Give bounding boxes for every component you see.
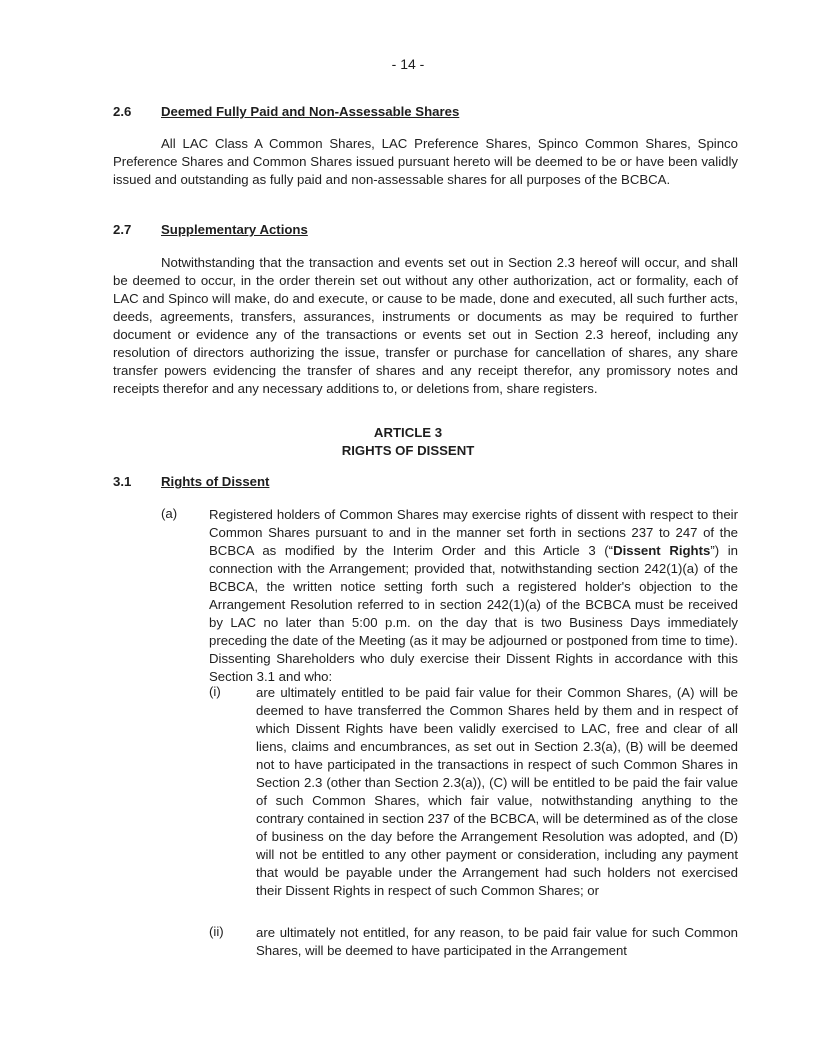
section-number: 2.6	[113, 104, 132, 119]
item-a-text-after: ”) in connection with the Arrangement; provided that, notwithstanding section 242(1)(a) of the BCBCA, the written notice setting forth such a registered holder's objection to the Arrangement Resolution referred to in section 242(1)(a) of the BCBCA must be received by LAC no later than 5:00 p.m. on the day that is two Business Days immediately preceding the date of the Meeting (as it may be adjourned or postponed from time to time). Dissenting Shareholders who duly exercise their Dissent Rights in accordance with this Section 3.1 and who:	[209, 543, 739, 684]
section-title: Rights of Dissent	[161, 474, 270, 489]
item-a-body	[209, 506, 738, 686]
defined-term-dissent-rights: Dissent Rights	[613, 543, 711, 558]
item-label-ii: (ii)	[209, 924, 224, 939]
item-label-i: (i)	[209, 684, 221, 699]
section-number: 3.1	[113, 474, 132, 489]
page-number: - 14 -	[391, 56, 425, 72]
article-heading	[0, 424, 816, 460]
article-title: RIGHTS OF DISSENT	[341, 443, 475, 458]
section-2-6-body: All LAC Class A Common Shares, LAC Preference Shares, Spinco Common Shares, Spinco Preference Shares and Common Shares issued pursuant hereto will be deemed to be or have been validly issued and outstanding as fully paid and non-assessable shares for all purposes of the BCBCA.	[113, 136, 738, 187]
section-2-7-body: Notwithstanding that the transaction and events set out in Section 2.3 hereof will occur, and shall be deemed to occur, in the order therein set out without any other authorization, act or formality, each of LAC and Spinco will make, do and execute, or cause to be made, done and executed, all such further acts, deeds, agreements, transfers, assurances, instruments or documents as may be required to further document or evidence any of the transactions or events set out in Section 2.3 hereof, including any resolution of directors authorizing the issue, transfer or purchase for cancellation of shares, any share transfer powers evidencing the transfer of shares and any receipt therefor, any promissory notes and receipts therefor and any necessary additions to, or deletions from, share registers.	[113, 255, 738, 396]
article-number: ARTICLE 3	[373, 425, 443, 440]
section-title: Supplementary Actions	[161, 222, 308, 237]
item-i-body: are ultimately entitled to be paid fair value for their Common Shares, (A) will be deemed to have transferred the Common Shares held by them and in respect of which Dissent Rights have been validly exercised to LAC, free and clear of all liens, claims and encumbrances, as set out in Section 2.3(a), (B) will be deemed not to have participated in the transactions in respect of such Common Shares in Section 2.3 (other than Section 2.3(a)), (C) will be entitled to be paid the fair value of such Common Shares, which fair value, notwithstanding anything to the contrary contained in section 237 of the BCBCA, will be determined as of the close of business on the day before the Arrangement Resolution was adopted, and (D) will not be entitled to any other payment or consideration, including any payment that would be payable under the Arrangement had such holders not exercised their Dissent Rights in respect of such Common Shares; or	[256, 685, 738, 898]
item-label-a: (a)	[161, 506, 178, 521]
item-ii-body: are ultimately not entitled, for any reason, to be paid fair value for such Common Shares, will be deemed to have participated in the Arrangement	[256, 925, 738, 958]
section-title: Deemed Fully Paid and Non-Assessable Shares	[161, 104, 460, 119]
item-a-text-before: Registered holders of Common Shares may exercise rights of dissent with respect to their Common Shares pursuant to and in the manner set forth in sections 237 to 247 of the BCBCA as modified by the Interim Order and this Article 3 (“	[209, 507, 738, 558]
section-number: 2.7	[113, 222, 132, 237]
